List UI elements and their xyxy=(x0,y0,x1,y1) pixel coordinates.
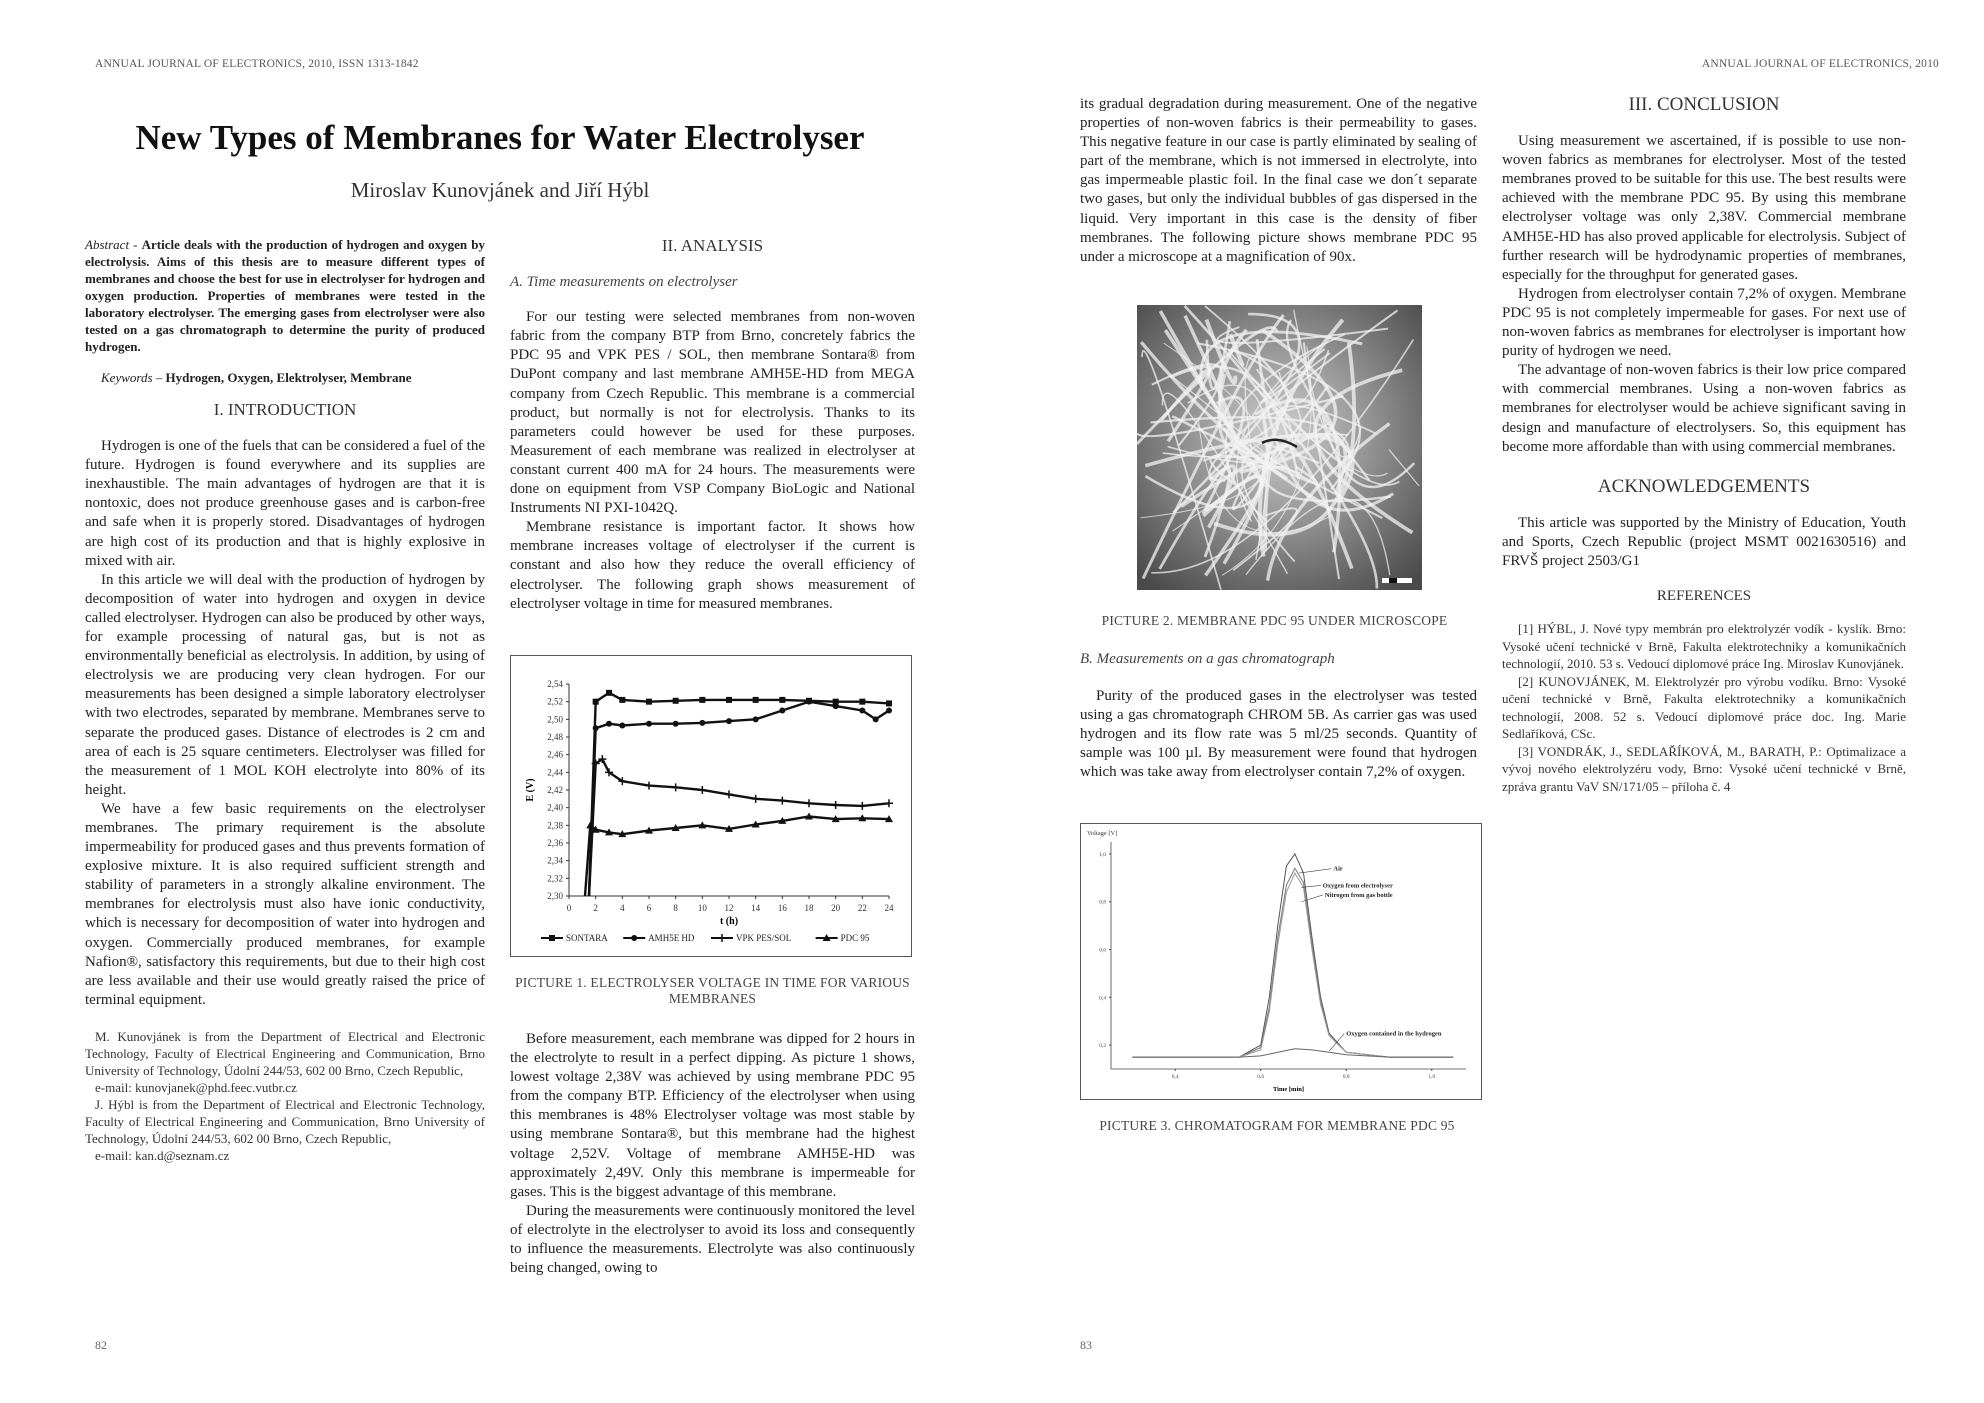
intro-body xyxy=(85,437,485,1010)
annotation-label: Oxygen contained in the hydrogen xyxy=(1346,1030,1442,1038)
data-point xyxy=(672,783,680,791)
continued-column xyxy=(1080,95,1477,267)
data-point xyxy=(753,716,759,722)
paragraph: Using measurement we ascertained, if is possible to use non-woven fabrics as membranes for electrolyser. Most of the tested membranes proved to be suitable for this use. The best results were achieved with the membrane PDC 95. By using this membrane electrolyser voltage was only 2,38V. Commercial membrane AMH5E-HD has also proved applicable for electrolysis. Subject of further research will be hydrodynamic properties of membranes, especially for the throughput for generated gases. xyxy=(1502,133,1906,283)
y-tick-label: 2,42 xyxy=(547,785,563,795)
legend-label: SONTARA xyxy=(566,933,608,943)
x-tick-label: 8 xyxy=(673,903,678,913)
x-tick-label: 1,0 xyxy=(1428,1074,1436,1080)
microscope-photo xyxy=(1137,305,1422,590)
x-tick-label: 12 xyxy=(724,903,734,913)
data-point xyxy=(699,697,705,703)
page-number: 82 xyxy=(95,1338,107,1352)
data-point xyxy=(806,699,812,705)
page-number: 83 xyxy=(1080,1338,1092,1352)
x-tick-label: 0,6 xyxy=(1257,1074,1265,1080)
picture2-caption: PICTURE 2. MEMBRANE PDC 95 UNDER MICROSCOPE xyxy=(1101,613,1448,628)
abstract-label: Abstract - xyxy=(85,237,142,252)
abstract-text: Article deals with the production of hydrogen and oxygen by electrolysis. Aims of this thesis are to measure different types of membranes and choose the best for use in electrolyser for hydrogen and oxygen production. Properties of membranes were tested in the laboratory electrolyser. The emerging gases from electrolyser were also tested on a gas chromatograph to determine the purity of produced hydrogen. xyxy=(85,237,485,354)
affiliations xyxy=(85,1028,485,1164)
legend-entry xyxy=(541,933,608,943)
y-tick-label: 2,34 xyxy=(547,855,563,866)
paragraph: This article was supported by the Ministry of Education, Youth and Sports, Czech Republic (project MSMT 0021630516) and FRVŠ project 2503/G1 xyxy=(1502,514,1906,569)
series-air xyxy=(1132,854,1453,1057)
annotation-label: Oxygen from electrolyser xyxy=(1322,882,1393,890)
x-tick-label: 4 xyxy=(620,903,625,913)
data-point xyxy=(725,790,733,798)
y-tick-label: 2,30 xyxy=(547,891,563,901)
chromatogram-frame xyxy=(1080,823,1482,1100)
picture1-caption: PICTURE 1. ELECTROLYSER VOLTAGE IN TIME FOR VARIOUS MEMBRANES xyxy=(515,975,910,1006)
data-point xyxy=(858,802,866,810)
x-tick-label: 10 xyxy=(697,903,707,913)
analysis-subheading: A. Time measurements on electrolyser xyxy=(510,274,738,291)
data-point xyxy=(885,799,893,807)
x-tick-label: 20 xyxy=(831,903,841,913)
data-point xyxy=(873,716,879,722)
series-line xyxy=(589,693,889,896)
right-page xyxy=(992,0,1984,1403)
y-tick-label: 0,4 xyxy=(1099,995,1106,1002)
data-point xyxy=(726,718,732,724)
paragraph: In this article we will deal with the production of hydrogen by decomposition of water into hydrogen and oxygen in device called electrolyser. Hydrogen can also be produced by other ways, for example processing of natural gas, but is not as environmentally beneficial as electrolysis. In addition, by using of electrolysis we are producing very clean hydrogen. For our measurements has been designed a simple laboratory electrolyser with two electrodes, separated by membrane. Membranes serve to separate the produced gases. Distance of electrodes is 2 cm and area of each is 25 square centimeters. Electrolyser was filled for the measurement of 1 MOL KOH electrolyte into 80% of its height. xyxy=(85,571,485,798)
paragraph: Purity of the produced gases in the electrolyser was tested using a gas chromatograph CHROM 5B. As carrier gas was used hydrogen and its flow rate was 5 ml/25 seconds. Quantity of sample was 100 µl. By measurement were found that hydrogen which was take away from electrolyser contain 7,2% of oxygen. xyxy=(1080,688,1477,781)
left-column xyxy=(85,236,485,1164)
data-point xyxy=(726,697,732,703)
data-point xyxy=(886,700,892,706)
y-tick-label: 2,50 xyxy=(547,714,563,725)
paragraph: Hydrogen is one of the fuels that can be considered a fuel of the future. Hydrogen is found everywhere and its supplies are inexhaustible. The main advantages of hydrogen are that it is nontoxic, does not produce greenhouse gases and is carbon-free and safe when it is properly stored. Disadvantages of hydrogen are high cost of its production and that is highly explosive in mixed with air. xyxy=(85,438,485,569)
x-tick-label: 18 xyxy=(804,903,814,913)
data-point xyxy=(549,935,555,941)
legend-label: AMH5E HD xyxy=(648,933,695,943)
conclusion-column xyxy=(1502,95,1906,795)
y-axis-label: E (V) xyxy=(525,778,536,802)
paragraph: Hydrogen from electrolyser contain 7,2% of oxygen. Membrane PDC 95 is not completely impermeable for gases. For next use of non-woven fabrics as membranes for electrolyser is important how purity of hydrogen we need. xyxy=(1502,285,1906,360)
data-point xyxy=(593,699,599,705)
x-tick-label: 2 xyxy=(593,903,598,913)
paragraph: The advantage of non-woven fabrics is their low price compared with commercial membranes. Using a non-woven fabrics as membranes for electrolyser would be achieve significant saving in design and manufacture of electrolysers. So, this equipment has become more affordable than with using commercial membranes. xyxy=(1502,362,1906,455)
references-list xyxy=(1502,620,1906,795)
data-point xyxy=(779,697,785,703)
y-tick-label: 2,52 xyxy=(547,696,563,707)
data-point xyxy=(646,721,652,727)
series-oxygen-from-electrolyser xyxy=(1132,865,1453,1057)
data-point xyxy=(673,721,679,727)
data-point xyxy=(832,801,840,809)
running-header: ANNUAL JOURNAL OF ELECTRONICS, 2010, ISSN 1313-1842 xyxy=(95,58,419,70)
y-tick-label: 1,0 xyxy=(1099,851,1106,858)
data-point xyxy=(673,698,679,704)
data-point xyxy=(699,720,705,726)
y-tick-label: 2,36 xyxy=(547,838,563,848)
x-axis-label: Time [min] xyxy=(1272,1086,1305,1093)
paper-title: New Types of Membranes for Water Electrolyser xyxy=(135,118,865,157)
y-tick-label: 0,2 xyxy=(1099,1043,1106,1050)
x-tick-label: 22 xyxy=(857,903,867,913)
voltage-chart-frame xyxy=(510,655,912,957)
chromatogram-chart xyxy=(1081,824,1481,1099)
x-tick-label: 16 xyxy=(777,903,787,913)
data-point xyxy=(778,797,786,805)
data-point xyxy=(859,708,865,714)
x-tick-label: 0,4 xyxy=(1171,1074,1179,1080)
y-tick-label: 2,40 xyxy=(547,802,563,813)
gc-subheading: B. Measurements on a gas chromatograph xyxy=(1080,651,1335,667)
y-tick-label: 0,6 xyxy=(1099,947,1106,954)
reference-item: [1] HÝBL, J. Nové typy membrán pro elektrolyzér vodík - kyslík. Brno: Vysoké učení technické v Brně, Fakulta elektrotechniky a komunikačních technologií, 2010. 53 s. Vedoucí diplomové práce Ing. Miroslav Kunovjánek. xyxy=(1502,621,1906,672)
y-tick-label: 0,8 xyxy=(1099,899,1106,906)
y-axis-label: Voltage [V] xyxy=(1087,830,1118,837)
paragraph: We have a few basic requirements on the electrolyser membranes. The primary requirement is the absolute impermeability for produced gases and thus prevents formation of explosive mixture. It is also required sufficient strength and stability of parameters in a strongly alkaline environment. The membranes for electrolysis must also have ionic conductivity, which is necessary for decomposition of water into hydrogen and oxygen. Commercially produced membranes, for example Nafion®, satisfactory this requirements, but due to their high cost are less available and their use would greatly raised the price of terminal equipment. xyxy=(85,800,485,1008)
paragraph: During the measurements were continuously monitored the level of electrolyte in the electrolyser to avoid its loss and consequently to influence the measurements. Electrolyte was also continuously being changed, owing to xyxy=(510,1202,915,1277)
x-axis-label: t (h) xyxy=(719,916,739,927)
data-point xyxy=(645,782,653,790)
y-tick-label: 2,38 xyxy=(547,820,563,831)
data-point xyxy=(753,697,759,703)
annotation-label: Air xyxy=(1333,865,1343,873)
data-point xyxy=(805,799,813,807)
series-nitrogen-from-gas-bottle xyxy=(1132,873,1453,1057)
ack-heading: ACKNOWLEDGEMENTS xyxy=(1597,475,1811,497)
y-tick-label: 2,54 xyxy=(547,679,563,689)
data-point xyxy=(646,699,652,705)
references-heading: REFERENCES xyxy=(1656,588,1752,605)
author-email: e-mail: kunovjanek@phd.feec.vutbr.cz xyxy=(95,1079,297,1095)
abstract xyxy=(85,236,485,355)
affiliation: M. Kunovjánek is from the Department of Electrical and Electronic Technology, Faculty of Electrical Engineering and Communication, Brno University of Technology, Údolní 244/53, 602 00 Brno, Czech Republic, xyxy=(85,1028,485,1078)
membrane-fibers-image xyxy=(1137,305,1422,590)
author-email: e-mail: kan.d@seznam.cz xyxy=(95,1147,230,1163)
data-point xyxy=(606,721,612,727)
series-line xyxy=(585,817,889,897)
series-pdc-95 xyxy=(585,813,893,897)
data-point xyxy=(886,708,892,714)
data-point xyxy=(698,786,706,794)
y-tick-label: 2,46 xyxy=(547,749,563,760)
series-vpk-pes-sol xyxy=(589,755,893,896)
reference-item: [3] VONDRÁK, J., SEDLAŘÍKOVÁ, M., BARATH, P.: Optimalizace a vývoj nového elektrolyzéru vody, Brno: Vysoké učení technické v Brně, zpráva grantu VaV SN/171/05 – příloha č. 4 xyxy=(1502,743,1906,794)
keywords xyxy=(85,369,485,386)
x-tick-label: 14 xyxy=(751,903,761,913)
series-oxygen-contained-in-the-hydrogen xyxy=(1132,1049,1453,1057)
legend-entry xyxy=(623,933,695,943)
paragraph: For our testing were selected membranes from non-woven fabric from the company BTP from Brno, concretely fabrics the PDC 95 and VPK PES / SOL, then membrane Sontara® from DuPont company and last membrane AMH5E-HD from MEGA company from Czech Republic. This membrane is a commercial product, but normally is not for electrolysis. Thanks to its parameters could however be used for these purposes. Measurement of each membrane was realized in electrolyser at constant current 400 mA for 24 hours. The measurements were done on equipment from VSP Company BioLogic and National Instruments NI PXI-1042Q. xyxy=(510,309,915,517)
series-line xyxy=(589,702,889,896)
x-tick-label: 0,8 xyxy=(1342,1074,1350,1080)
gc-column xyxy=(1080,650,1477,783)
conclusion-heading: III. CONCLUSION xyxy=(1628,94,1780,115)
keywords-label: Keywords – xyxy=(101,370,166,385)
analysis-column xyxy=(510,236,915,614)
reference-item: [2] KUNOVJÁNEK, M. Elektrolyzér pro výrobu vodíku. Brno: Vysoké učení technické v Brně, Fakulta elektrotechniky a komunikačních technologií, 2008. 52 s. Vedoucí diplomové práce doc. Ing. Marie Sedlaříková, CSc. xyxy=(1502,673,1906,742)
annotation-label: Nitrogen from gas bottle xyxy=(1324,891,1393,899)
data-point xyxy=(619,723,625,729)
running-header: ANNUAL JOURNAL OF ELECTRONICS, 2010 xyxy=(1701,58,1939,70)
data-point xyxy=(833,703,839,709)
y-tick-label: 2,48 xyxy=(547,732,563,742)
legend-label: PDC 95 xyxy=(840,933,870,943)
affiliation: J. Hýbl is from the Department of Electrical and Electronic Technology, Faculty of Electrical Engineering and Communication, Brno University of Technology, Údolní 244/53, 602 00 Brno, Czech Republic, xyxy=(85,1096,485,1146)
y-tick-label: 2,44 xyxy=(547,767,563,778)
authors: Miroslav Kunovjánek and Jiří Hýbl xyxy=(350,178,650,202)
y-tick-label: 2,32 xyxy=(547,873,563,884)
x-tick-label: 24 xyxy=(884,903,894,913)
data-point xyxy=(752,795,760,803)
picture3-caption: PICTURE 3. CHROMATOGRAM FOR MEMBRANE PDC 95 xyxy=(1099,1118,1455,1133)
x-tick-label: 6 xyxy=(646,903,652,913)
data-point xyxy=(859,699,865,705)
analysis-heading: II. ANALYSIS xyxy=(661,236,764,255)
x-tick-label: 0 xyxy=(566,903,572,913)
annotation-leader xyxy=(1299,869,1331,873)
data-point xyxy=(718,934,726,942)
keywords-text: Hydrogen, Oxygen, Elektrolyser, Membrane xyxy=(165,370,412,385)
paragraph: its gradual degradation during measurement. One of the negative properties of non-woven fabrics is their permeability to gases. This negative feature in our case is partly eliminated by sealing of part of the membrane, which is not immersed in electrolyte, into gas impermeable plastic foil. In the final case we don´t separate two gases, but only the individual bubbles of gas dispersed in the liquid. Very important in this case is the density of fiber membranes. The following picture shows membrane PDC 95 under a microscope at a magnification of 90x. xyxy=(1080,96,1477,265)
paragraph: Before measurement, each membrane was dipped for 2 hours in the electrolyte to result in a perfect dipping. As picture 1 shows, lowest voltage 2,38V was achieved by using membrane PDC 95 from the company BTP. Efficiency of the electrolyser when using this membranes is 48% Electrolyser voltage was most stable by using membrane Sontara®, but this membrane had the highest voltage 2,52V. Voltage of membrane AMH5E-HD was approximately 2,49V. Only this membrane is impermeable for gases. This is the biggest advantage of this membrane. xyxy=(510,1031,915,1200)
voltage-time-chart xyxy=(511,656,911,956)
intro-heading: I. INTRODUCTION xyxy=(213,400,357,419)
data-point xyxy=(606,690,612,696)
data-point xyxy=(593,725,599,731)
legend-label: VPK PES/SOL xyxy=(736,933,792,943)
results-column xyxy=(510,1030,915,1278)
legend-entry xyxy=(711,933,791,943)
data-point xyxy=(779,708,785,714)
legend-entry xyxy=(816,933,870,943)
paragraph: Membrane resistance is important factor. It shows how membrane increases voltage of electrolyser if the current is constant and also how they reduce the overall efficiency of electrolyser. The following graph shows measurement of electrolyser voltage in time for measured membranes. xyxy=(510,519,915,612)
data-point xyxy=(619,697,625,703)
data-point xyxy=(631,935,637,941)
